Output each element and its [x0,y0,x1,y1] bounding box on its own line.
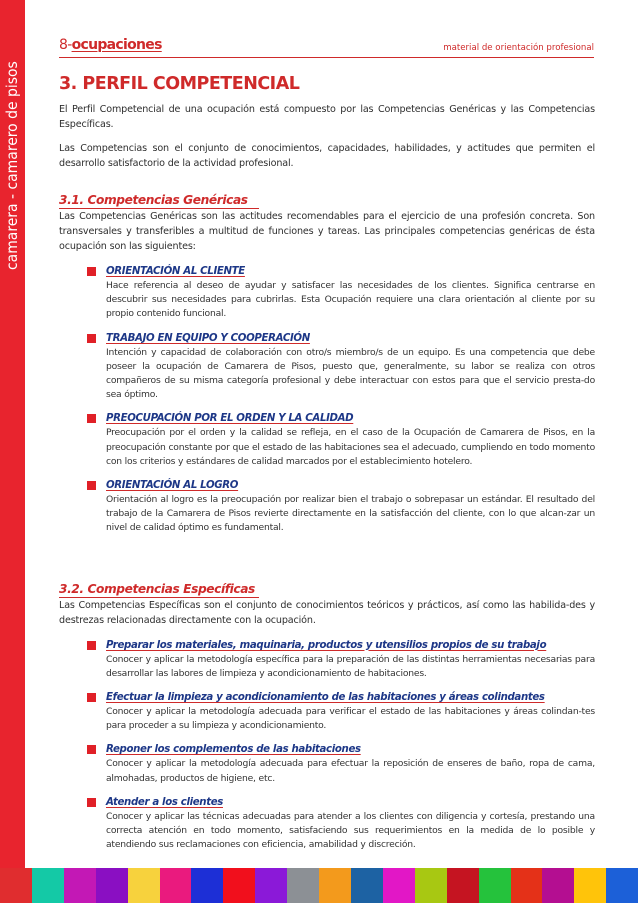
square-bullet-icon [87,481,96,490]
item-title: Reponer los complementos de las habitaciones [106,744,361,756]
item-title: Preparar los materiales, maquinaria, productos y utensilios propios de su trabajo [106,639,547,651]
footer-color-block [32,868,64,903]
footer-color-block [447,868,479,903]
list-item [87,478,595,536]
item-text: Orientación al logro es la preocupación por realizar bien el trabajo o sobrepasar un estándar. El resultado del trabajo de la Camarera de Pisos revierte directamente en la satisfacción del cliente, con lo que alcan-zar un nivel de calidad óptimo es fundamental. [106,494,595,534]
list-item [87,411,595,469]
list-item [87,690,595,733]
sidebar-title: camarera - camarero de pisos [3,61,21,270]
footer-color-block [96,868,128,903]
item-text: Intención y capacidad de colaboración con otro/s miembro/s de un equipo. Es una competencia que debe poseer la ocupación de Camarera de Pisos, puesto que, generalmente, su labor se realiza con otros compañeros de su misma categoría profesional y debe interactuar con estos para que el servicio presta-do sea óptimo. [106,346,595,401]
sidebar-band [0,0,25,868]
square-bullet-icon [87,693,96,702]
specific-competencies-list [87,638,595,853]
item-title: Efectuar la limpieza y acondicionamiento de las habitaciones y áreas colindantes [106,692,545,704]
footer-color-block [415,868,447,903]
section-intro: Las Competencias Genéricas son las actitudes recomendables para el ejercicio de una profesión concreta. Son transversales y transferibles a multitud de funciones y tareas. Las principales competencias genéricas de ésta ocupación son las siguientes: [59,211,595,252]
footer-color-block [351,868,383,903]
item-title: TRABAJO EN EQUIPO Y COOPERACIÓN [106,332,310,344]
item-text: Conocer y aplicar la metodología adecuada para efectuar la reposición de enseres de baño, ropa de cama, almohadas, productos de higiene, etc. [106,758,595,784]
item-title: Atender a los clientes [106,796,223,808]
square-bullet-icon [87,798,96,807]
header-subtitle: material de orientación profesional [443,43,594,53]
item-title: ORIENTACIÓN AL CLIENTE [106,266,245,277]
item-text: Preocupación por el orden y la calidad se refleja, en el caso de la Ocupación de Camarera de Pisos, en la preocupación constante por que el estado de las habitaciones sea el adecuado, cumpliendo en todo momento con los criterios y estándares de calidad marcados por el establecimiento hotelero. [106,427,595,467]
footer-color-block [160,868,192,903]
square-bullet-icon [87,267,96,276]
item-text: Conocer y aplicar las técnicas adecuadas para atender a los clientes con diligencia y cortesía, prestando una correcta atención en todo momento, satisfaciendo sus requerimientos en la medida de lo posible y atendiendo sus reclamaciones con eficiencia, amabilidad y discreción. [106,810,595,851]
square-bullet-icon [87,334,96,343]
square-bullet-icon [87,745,96,754]
footer-color-block [287,868,319,903]
footer-color-block [128,868,160,903]
footer-color-block [319,868,351,903]
header-section-word: ocupaciones [71,37,162,53]
page-title: 3. PERFIL COMPETENCIAL [59,74,300,94]
page-content [59,72,595,852]
item-title: PREOCUPACIÓN POR EL ORDEN Y LA CALIDAD [106,413,354,425]
list-item [87,331,595,403]
footer-color-block [191,868,223,903]
footer-color-block [255,868,287,903]
section-intro: Las Competencias Específicas son el conjunto de conocimientos teóricos y prácticos, así como las habilida-des y destrezas relacionadas directamente con la ocupación. [59,599,595,626]
footer-color-block [0,868,32,903]
footer-color-strip [0,868,638,903]
square-bullet-icon [87,641,96,650]
footer-color-block [479,868,511,903]
footer-color-block [606,868,638,903]
footer-color-block [223,868,255,903]
item-text: Conocer y aplicar la metodología específica para la preparación de las distintas herramientas necesarias para desarrollar las labores de limpieza y acondicionamiento de habitaciones. [106,653,595,679]
header-divider [59,57,594,58]
header-page-number: 8- [59,37,72,53]
footer-color-block [542,868,574,903]
intro-paragraph: Las Competencias son el conjunto de conocimientos, capacidades, habilidades, y actitudes que permiten el desarrollo satisfactorio de la actividad profesional. [59,143,595,169]
section-title-especificas: 3.2. Competencias Específicas [59,581,255,596]
list-item [87,264,595,322]
list-item [87,795,595,853]
header-section-label [59,37,162,53]
item-title: ORIENTACIÓN AL LOGRO [106,480,239,492]
generic-competencies-list [87,264,595,536]
item-text: Hace referencia al deseo de ayudar y satisfacer las necesidades de los clientes. Significa centrarse en descubrir sus necesidades para cubrirlas. Esta Ocupación requiere una clara orientación al cliente por su propio contenido funcional. [106,280,595,320]
page-header [59,37,594,59]
square-bullet-icon [87,414,96,423]
list-item [87,638,595,681]
list-item [87,742,595,785]
footer-color-block [383,868,415,903]
item-text: Conocer y aplicar la metodología adecuada para verificar el estado de las habitaciones y áreas colindan-tes para proceder a su limpieza y acondicionamiento. [106,706,595,732]
intro-paragraph: El Perfil Competencial de una ocupación está compuesto por las Competencias Genéricas y las Competencias Específicas. [59,104,595,130]
section-title-genericas: 3.1. Competencias Genéricas [59,193,248,207]
footer-color-block [64,868,96,903]
footer-color-block [574,868,606,903]
footer-color-block [511,868,543,903]
